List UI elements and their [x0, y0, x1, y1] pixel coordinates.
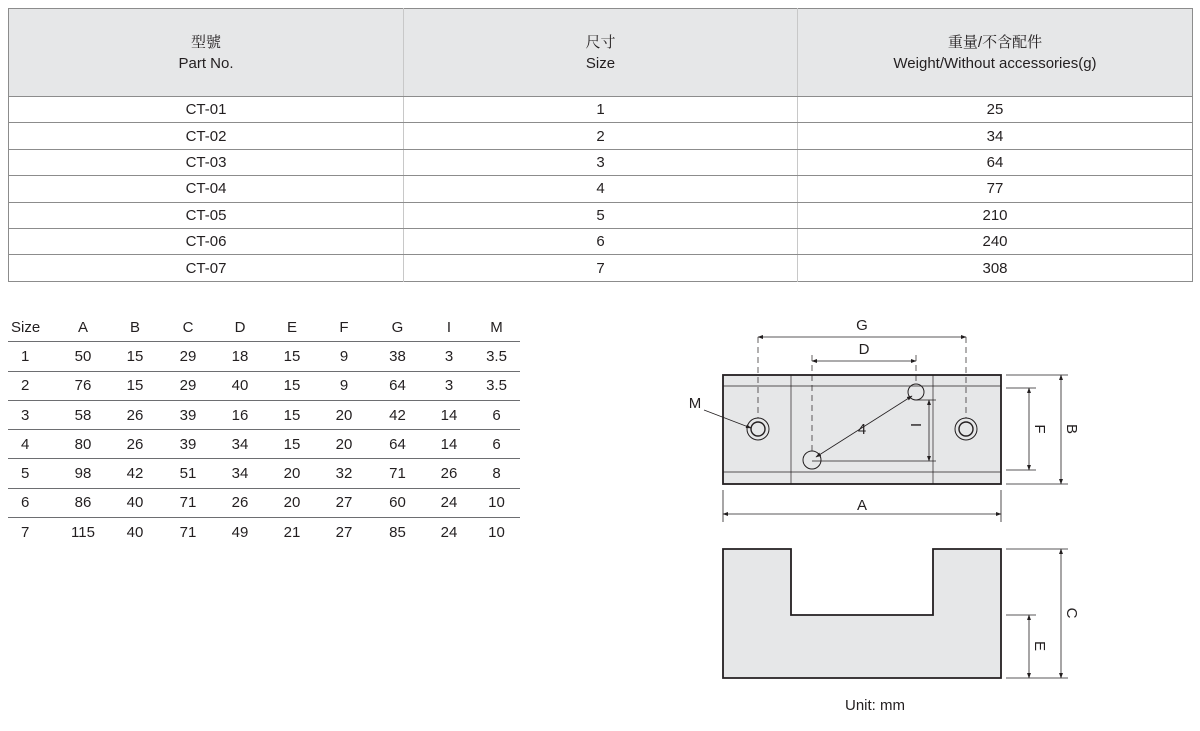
- label-b: B: [1063, 423, 1080, 435]
- label-d: D: [858, 341, 870, 358]
- header-weight-en: Weight/Without accessories(g): [893, 54, 1097, 72]
- part-no-cell: CT-05: [9, 202, 404, 228]
- part-no-cell: CT-06: [9, 228, 404, 254]
- header-size-zh: 尺寸: [585, 33, 616, 51]
- m-cell: 10: [473, 488, 520, 517]
- size-cell: 7: [404, 255, 798, 281]
- header-c: C: [162, 313, 214, 342]
- table-row: [8, 459, 520, 488]
- f-cell: 20: [318, 400, 370, 429]
- header-weight-zh: 重量/不含配件: [947, 33, 1043, 51]
- i-cell: 26: [425, 459, 473, 488]
- size-cell: 6: [8, 488, 58, 517]
- i-cell: 14: [425, 400, 473, 429]
- e-cell: 15: [266, 371, 318, 400]
- label-hole: 4: [857, 421, 867, 438]
- c-cell: 39: [162, 430, 214, 459]
- table-row: [8, 400, 520, 429]
- header-f: F: [318, 313, 370, 342]
- table-row: [8, 518, 520, 547]
- g-cell: 64: [370, 430, 425, 459]
- d-cell: 34: [214, 430, 266, 459]
- d-cell: 16: [214, 400, 266, 429]
- size-cell: 3: [404, 149, 798, 175]
- table-row: [8, 488, 520, 517]
- e-cell: 21: [283, 523, 301, 541]
- g-cell: 71: [370, 459, 425, 488]
- weight-cell: 64: [798, 149, 1193, 175]
- label-m: M: [688, 395, 702, 412]
- table-row: [9, 202, 1193, 228]
- weight-cell: 210: [798, 202, 1193, 228]
- part-no-cell: CT-02: [9, 123, 404, 149]
- header-size-en: Size: [585, 54, 616, 72]
- d-cell: 34: [214, 459, 266, 488]
- table-row: [8, 430, 520, 459]
- c-cell: 71: [162, 488, 214, 517]
- size-cell: 1: [8, 342, 58, 371]
- f-cell: 9: [318, 371, 370, 400]
- dimension-table: [8, 313, 520, 546]
- m-cell: 3.5: [473, 342, 520, 371]
- header-size: [404, 9, 798, 97]
- header-e: E: [266, 313, 318, 342]
- header-part-no-en: Part No.: [178, 54, 234, 72]
- g-cell: 64: [370, 371, 425, 400]
- c-cell: 71: [179, 523, 197, 541]
- part-no-cell: CT-01: [9, 97, 404, 123]
- technical-drawing: [640, 300, 1100, 695]
- unit-label: Unit: mm: [845, 697, 905, 714]
- size-cell: 5: [8, 459, 58, 488]
- b-cell: 15: [108, 342, 162, 371]
- e-cell: 15: [266, 430, 318, 459]
- f-cell: 9: [318, 342, 370, 371]
- a-cell: 58: [58, 400, 108, 429]
- g-cell: 85: [389, 523, 406, 541]
- a-cell: 115: [71, 523, 95, 541]
- size-cell: 3: [8, 400, 58, 429]
- weight-cell: 308: [798, 255, 1193, 281]
- g-cell: 38: [370, 342, 425, 371]
- a-cell: 98: [58, 459, 108, 488]
- table-row: [8, 342, 520, 371]
- size-cell: 4: [8, 430, 58, 459]
- d-cell: 40: [214, 371, 266, 400]
- size-cell: 7: [21, 523, 30, 541]
- m-cell: 3.5: [473, 371, 520, 400]
- c-cell: 51: [162, 459, 214, 488]
- m-cell: 10: [488, 523, 505, 541]
- table-row: [9, 255, 1193, 281]
- table-row: [9, 97, 1193, 123]
- size-cell: 5: [404, 202, 798, 228]
- i-cell: 3: [425, 371, 473, 400]
- label-c: C: [1063, 607, 1080, 619]
- table-row: [9, 123, 1193, 149]
- size-cell: 1: [404, 97, 798, 123]
- weight-cell: 34: [798, 123, 1193, 149]
- b-cell: 42: [108, 459, 162, 488]
- header-size: Size: [8, 313, 58, 342]
- table-row: [8, 371, 520, 400]
- i-cell: 14: [425, 430, 473, 459]
- g-cell: 42: [370, 400, 425, 429]
- a-cell: 76: [58, 371, 108, 400]
- d-cell: 18: [214, 342, 266, 371]
- table-row: [9, 149, 1193, 175]
- d-cell: 49: [231, 523, 249, 541]
- m-cell: 6: [473, 400, 520, 429]
- e-cell: 20: [266, 459, 318, 488]
- e-cell: 15: [266, 400, 318, 429]
- size-cell: 2: [404, 123, 798, 149]
- b-cell: 40: [108, 488, 162, 517]
- weight-table-header-row: [9, 9, 1193, 97]
- a-cell: 80: [58, 430, 108, 459]
- part-no-cell: CT-03: [9, 149, 404, 175]
- a-cell: 50: [58, 342, 108, 371]
- i-cell: 24: [425, 488, 473, 517]
- header-m: M: [473, 313, 520, 342]
- table-row: [9, 176, 1193, 202]
- header-d: D: [214, 313, 266, 342]
- weight-cell: 240: [798, 228, 1193, 254]
- f-cell: 27: [335, 523, 353, 541]
- i-cell: 3: [425, 342, 473, 371]
- header-weight: [798, 9, 1193, 97]
- d-cell: 26: [214, 488, 266, 517]
- part-no-cell: CT-07: [185, 259, 227, 277]
- c-cell: 29: [162, 342, 214, 371]
- i-cell: 24: [440, 523, 458, 541]
- g-cell: 60: [370, 488, 425, 517]
- dimension-table-header-row: [8, 313, 520, 342]
- front-view-profile: [723, 549, 1001, 678]
- part-no-cell: CT-04: [9, 176, 404, 202]
- header-g: G: [370, 313, 425, 342]
- f-cell: 27: [318, 488, 370, 517]
- size-cell: 2: [8, 371, 58, 400]
- label-g: G: [856, 317, 868, 334]
- e-cell: 20: [266, 488, 318, 517]
- header-part-no: [9, 9, 404, 97]
- header-i: I: [425, 313, 473, 342]
- m-cell: 6: [473, 430, 520, 459]
- b-cell: 40: [126, 523, 144, 541]
- label-i: I: [907, 422, 924, 428]
- weight-cell: 77: [798, 176, 1193, 202]
- e-cell: 15: [266, 342, 318, 371]
- table-row: [9, 228, 1193, 254]
- weight-table: [8, 8, 1193, 282]
- weight-cell: 25: [798, 97, 1193, 123]
- header-a: A: [58, 313, 108, 342]
- label-a: A: [856, 497, 868, 514]
- size-cell: 4: [404, 176, 798, 202]
- label-e: E: [1031, 640, 1048, 652]
- c-cell: 39: [162, 400, 214, 429]
- a-cell: 86: [58, 488, 108, 517]
- m-cell: 8: [473, 459, 520, 488]
- size-cell: 6: [404, 228, 798, 254]
- header-part-no-zh: 型號: [190, 33, 221, 51]
- f-cell: 20: [318, 430, 370, 459]
- b-cell: 26: [108, 430, 162, 459]
- f-cell: 32: [318, 459, 370, 488]
- c-cell: 29: [162, 371, 214, 400]
- header-b: B: [108, 313, 162, 342]
- b-cell: 26: [108, 400, 162, 429]
- top-view: [723, 337, 1001, 484]
- b-cell: 15: [108, 371, 162, 400]
- label-f: F: [1031, 424, 1048, 434]
